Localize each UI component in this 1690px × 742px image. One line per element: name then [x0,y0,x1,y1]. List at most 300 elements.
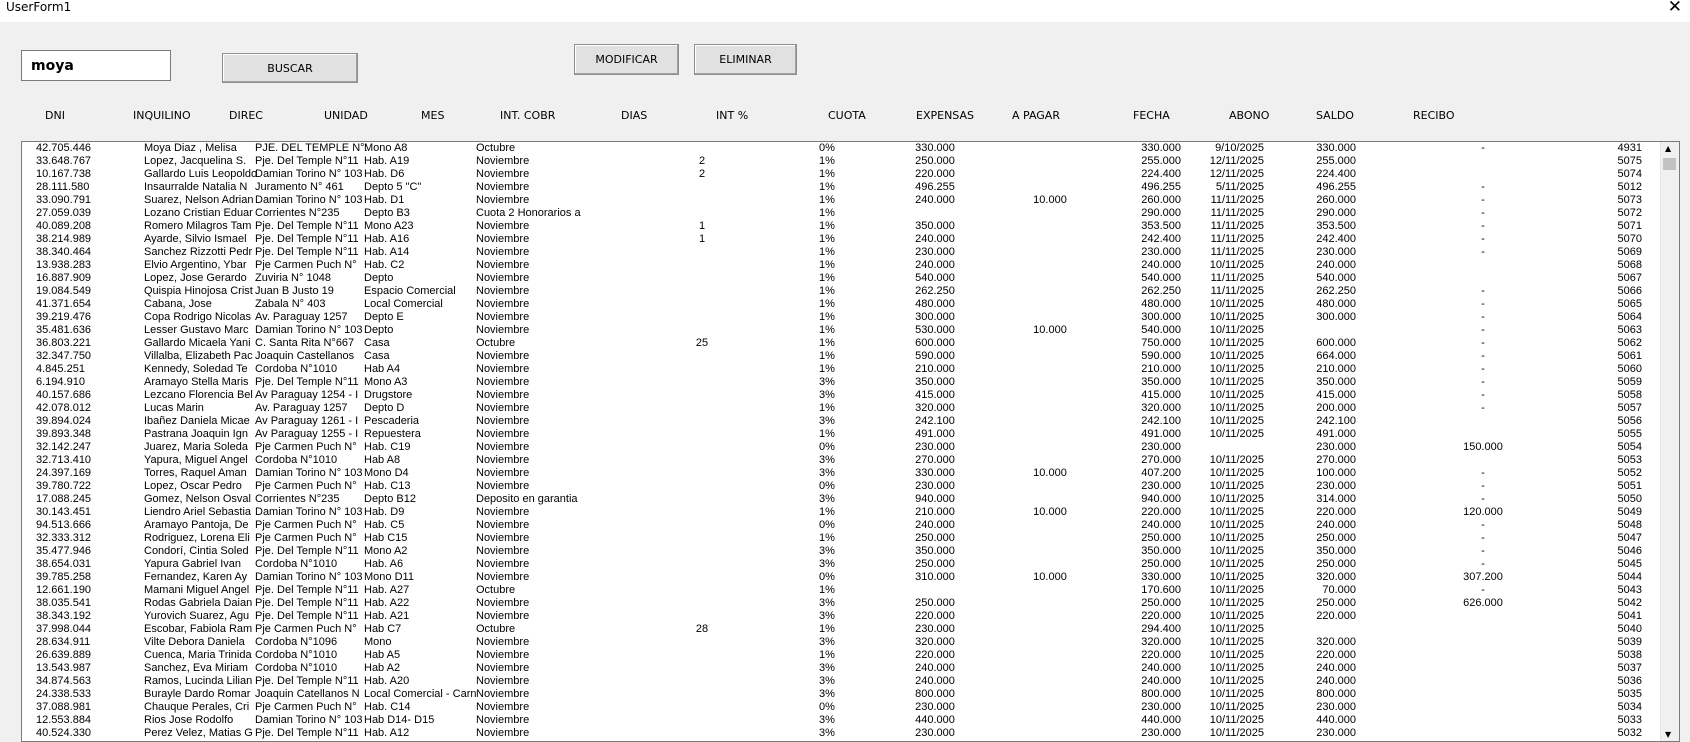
cell-int-pct: 0% [819,701,835,713]
cell-unidad: Casa [364,337,390,349]
cell-fecha: 5/11/2025 [1215,181,1264,193]
cell-abono: 70.000 [1322,584,1356,596]
cell-mes: Noviembre [476,454,530,466]
table-row[interactable] [22,454,1660,467]
table-row[interactable] [22,701,1660,714]
cell-recibo: 5038 [1617,649,1642,661]
cell-direc: Damian Torino N° 103 [255,506,363,518]
cell-inquilino: Kennedy, Soledad Te [144,363,248,375]
cell-fecha: 10/11/2025 [1209,714,1264,726]
search-button[interactable]: BUSCAR [222,53,358,83]
cell-a-pagar: 210.000 [1141,363,1181,375]
cell-recibo: 5070 [1617,233,1642,245]
cell-abono: 260.000 [1316,194,1356,206]
cell-cuota: 496.255 [915,181,955,193]
cell-saldo: - [1481,246,1485,258]
cell-abono: 600.000 [1316,337,1356,349]
table-row[interactable] [22,428,1660,441]
cell-dni: 32.347.750 [36,350,92,362]
table-row[interactable] [22,610,1660,623]
cell-cuota: 540.000 [915,272,955,284]
delete-button[interactable]: ELIMINAR [694,44,797,75]
cell-dni: 39.219.476 [36,311,92,323]
cell-abono: 270.000 [1316,454,1356,466]
cell-direc: Corrientes N°235 [255,493,340,505]
cell-inquilino: Juarez, Maria Soleda [144,441,248,453]
header-dni: DNI [45,109,65,122]
cell-cuota: 270.000 [915,454,955,466]
cell-inquilino: Yapura Gabriel Ivan [144,558,242,570]
cell-expensas: 10.000 [1033,324,1067,336]
cell-direc: Zabala N° 403 [255,298,326,310]
cell-fecha: 10/11/2025 [1209,324,1264,336]
cell-fecha: 10/11/2025 [1209,558,1264,570]
table-row[interactable] [22,714,1660,727]
cell-inquilino: Ibañez Daniela Micae [144,415,250,427]
table-row[interactable] [22,441,1660,454]
cell-a-pagar: 407.200 [1141,467,1181,479]
cell-a-pagar: 350.000 [1141,545,1181,557]
table-row[interactable] [22,376,1660,389]
cell-recibo: 5054 [1617,441,1642,453]
cell-mes: Cuota 2 Honorarios a [476,207,581,219]
table-row[interactable] [22,480,1660,493]
cell-abono: 230.000 [1316,246,1356,258]
cell-recibo: 5057 [1617,402,1642,414]
cell-dni: 28.634.911 [36,636,91,648]
table-row[interactable] [22,636,1660,649]
table-row[interactable] [22,363,1660,376]
table-row[interactable] [22,467,1660,480]
cell-dni: 12.553.884 [36,714,92,726]
cell-direc: Pje Carmen Puch N° [255,519,357,531]
table-row[interactable] [22,324,1660,337]
cell-abono: 240.000 [1316,662,1356,674]
cell-cuota: 250.000 [915,597,955,609]
cell-mes: Noviembre [476,727,530,739]
cell-recibo: 5075 [1617,155,1642,167]
cell-int-cobr: 28 [695,623,709,635]
cell-a-pagar: 480.000 [1141,298,1181,310]
cell-fecha: 10/11/2025 [1209,662,1264,674]
cell-saldo: - [1481,376,1485,388]
cell-int-pct: 1% [819,194,835,206]
cell-direc: Av Paraguay 1255 - I [255,428,359,440]
cell-unidad: Drugstore [364,389,413,401]
cell-dni: 24.338.533 [36,688,92,700]
cell-direc: Pje Carmen Puch N° [255,623,357,635]
cell-unidad: Hab. C2 [364,259,405,271]
cell-recibo: 5039 [1617,636,1642,648]
cell-a-pagar: 415.000 [1141,389,1181,401]
cell-cuota: 415.000 [915,389,955,401]
cell-int-pct: 1% [819,337,835,349]
table-row[interactable] [22,571,1660,584]
cell-mes: Octubre [476,623,516,635]
cell-cuota: 250.000 [915,532,955,544]
cell-unidad: Hab. A20 [364,675,410,687]
table-row[interactable] [22,220,1660,233]
cell-a-pagar: 240.000 [1141,259,1181,271]
cell-recibo: 5043 [1617,584,1642,596]
cell-mes: Noviembre [476,597,530,609]
cell-a-pagar: 242.400 [1141,233,1181,245]
cell-saldo: - [1481,311,1485,323]
cell-inquilino: Sanchez Rizzotti Pedr [144,246,253,258]
table-row[interactable] [22,311,1660,324]
cell-abono: 230.000 [1316,727,1356,739]
cell-a-pagar: 230.000 [1141,701,1181,713]
cell-int-pct: 1% [819,181,835,193]
cell-fecha: 11/11/2025 [1210,233,1264,245]
table-row[interactable] [22,688,1660,701]
cell-mes: Noviembre [476,376,530,388]
table-row[interactable] [22,402,1660,415]
cell-recibo: 5065 [1617,298,1642,310]
cell-abono: 262.250 [1316,285,1356,297]
cell-direc: Joaquin Catellanos N [255,688,360,700]
cell-inquilino: Lopez, Jacquelina S. [144,155,247,167]
cell-int-cobr: 1 [698,233,706,245]
cell-cuota: 230.000 [915,246,955,258]
cell-fecha: 11/11/2025 [1210,220,1264,232]
header-abono: ABONO [1229,109,1270,122]
cell-saldo: 626.000 [1463,597,1503,609]
table-row[interactable] [22,155,1660,168]
table-row[interactable] [22,558,1660,571]
cell-dni: 42.705.446 [36,142,92,154]
cell-cuota: 240.000 [915,675,955,687]
cell-int-pct: 3% [819,558,835,570]
cell-inquilino: Burayle Dardo Romar [144,688,251,700]
cell-direc: Pje. Del Temple N°11 [255,246,359,258]
cell-a-pagar: 270.000 [1141,454,1181,466]
cell-abono: 314.000 [1316,493,1356,505]
cell-dni: 4.845.251 [36,363,85,375]
cell-int-pct: 1% [819,298,835,310]
cell-int-pct: 1% [819,220,835,232]
cell-recibo: 5045 [1617,558,1642,570]
cell-inquilino: Liendro Ariel Sebastia [144,506,252,518]
cell-inquilino: Moya Diaz , Melisa [144,142,237,154]
header-cuota: CUOTA [828,109,866,122]
cell-cuota: 350.000 [915,545,955,557]
cell-direc: Av Paraguay 1261 - I [255,415,359,427]
cell-cuota: 220.000 [915,168,955,180]
cell-unidad: Hab. A21 [364,610,410,622]
cell-mes: Noviembre [476,558,530,570]
cell-abono: 300.000 [1316,311,1356,323]
cell-recibo: 5033 [1617,714,1642,726]
cell-saldo: - [1481,389,1485,401]
cell-inquilino: Aramayo Stella Maris [144,376,249,388]
cell-abono: 350.000 [1316,545,1356,557]
cell-a-pagar: 320.000 [1141,402,1181,414]
cell-fecha: 10/11/2025 [1209,428,1264,440]
scroll-down-icon[interactable]: ▼ [1665,730,1672,739]
cell-mes: Noviembre [476,272,530,284]
cell-unidad: Hab A2 [364,662,401,674]
cell-saldo: - [1481,298,1485,310]
cell-cuota: 262.250 [915,285,955,297]
cell-cuota: 590.000 [915,350,955,362]
table-row[interactable] [22,181,1660,194]
cell-a-pagar: 320.000 [1141,636,1181,648]
table-row[interactable] [22,415,1660,428]
table-row[interactable] [22,506,1660,519]
cell-direc: Pje Carmen Puch N° [255,441,357,453]
cell-mes: Noviembre [476,220,530,232]
cell-mes: Noviembre [476,662,530,674]
cell-unidad: Hab. C19 [364,441,411,453]
cell-a-pagar: 230.000 [1141,246,1181,258]
cell-mes: Noviembre [476,428,530,440]
cell-saldo: - [1481,142,1485,154]
cell-abono: 800.000 [1316,688,1356,700]
table-row[interactable] [22,662,1660,675]
table-row[interactable] [22,493,1660,506]
table-row[interactable] [22,675,1660,688]
table-row[interactable] [22,597,1660,610]
cell-a-pagar: 220.000 [1141,649,1181,661]
cell-abono: 330.000 [1316,142,1356,154]
cell-inquilino: Aramayo Pantoja, De [144,519,249,531]
cell-fecha: 11/11/2025 [1210,272,1264,284]
cell-saldo: - [1481,493,1485,505]
cell-int-pct: 3% [819,688,835,700]
cell-a-pagar: 230.000 [1141,727,1181,739]
cell-saldo: - [1481,350,1485,362]
cell-unidad: Depto D [364,402,405,414]
cell-saldo: - [1481,233,1485,245]
cell-int-pct: 3% [819,545,835,557]
cell-int-pct: 3% [819,415,835,427]
cell-fecha: 10/11/2025 [1209,493,1264,505]
close-icon[interactable]: ✕ [1667,0,1682,17]
cell-cuota: 480.000 [915,298,955,310]
cell-cuota: 240.000 [915,233,955,245]
cell-a-pagar: 440.000 [1141,714,1181,726]
cell-fecha: 10/11/2025 [1209,298,1264,310]
cell-unidad: Hab. A22 [364,597,410,609]
table-row[interactable] [22,649,1660,662]
cell-a-pagar: 220.000 [1141,506,1181,518]
cell-cuota: 230.000 [915,701,955,713]
table-row[interactable] [22,259,1660,272]
scroll-thumb[interactable] [1663,158,1676,170]
cell-inquilino: Cuenca, Maria Trinida [144,649,252,661]
cell-inquilino: Quispia Hinojosa Crist [144,285,253,297]
cell-cuota: 940.000 [915,493,955,505]
cell-abono: 242.100 [1316,415,1356,427]
cell-mes: Noviembre [476,298,530,310]
cell-dni: 39.893.348 [36,428,92,440]
cell-recibo: 5036 [1617,675,1642,687]
cell-dni: 33.090.791 [36,194,92,206]
cell-inquilino: Rodriguez, Lorena Eli [144,532,250,544]
cell-int-pct: 3% [819,675,835,687]
cell-int-pct: 1% [819,311,835,323]
cell-recibo: 5050 [1617,493,1642,505]
cell-a-pagar: 250.000 [1141,558,1181,570]
cell-unidad: Pescaderia [364,415,420,427]
cell-unidad: Hab. A14 [364,246,410,258]
table-row[interactable] [22,623,1660,636]
table-row[interactable] [22,350,1660,363]
cell-cuota: 210.000 [915,363,955,375]
vertical-scrollbar[interactable] [1660,142,1679,741]
cell-inquilino: Escobar, Fabiola Ram [144,623,253,635]
cell-a-pagar: 262.250 [1141,285,1181,297]
cell-fecha: 10/11/2025 [1209,415,1264,427]
cell-mes: Noviembre [476,519,530,531]
table-row[interactable] [22,519,1660,532]
cell-mes: Noviembre [476,246,530,258]
cell-unidad: Mono [364,636,392,648]
cell-unidad: Hab C7 [364,623,402,635]
cell-mes: Noviembre [476,506,530,518]
cell-recibo: 5056 [1617,415,1642,427]
cell-saldo: - [1481,584,1485,596]
cell-saldo: - [1481,324,1485,336]
cell-abono: 200.000 [1316,402,1356,414]
cell-cuota: 530.000 [915,324,955,336]
cell-dni: 30.143.451 [36,506,92,518]
cell-int-pct: 3% [819,467,835,479]
table-row[interactable] [22,272,1660,285]
cell-mes: Octubre [476,337,516,349]
table-row[interactable] [22,285,1660,298]
cell-direc: Cordoba N°1010 [255,454,338,466]
cell-mes: Noviembre [476,350,530,362]
cell-recibo: 5053 [1617,454,1642,466]
cell-abono: 220.000 [1316,649,1356,661]
cell-recibo: 5074 [1617,168,1642,180]
cell-recibo: 5069 [1617,246,1642,258]
table-row[interactable] [22,389,1660,402]
header-recibo: RECIBO [1413,109,1455,122]
cell-a-pagar: 800.000 [1141,688,1181,700]
cell-int-pct: 3% [819,727,835,739]
cell-cuota: 350.000 [915,376,955,388]
cell-mes: Deposito en garantia [476,493,578,505]
cell-inquilino: Romero Milagros Tam [144,220,252,232]
table-row[interactable] [22,298,1660,311]
cell-int-pct: 1% [819,168,835,180]
cell-a-pagar: 250.000 [1141,532,1181,544]
cell-cuota: 230.000 [915,480,955,492]
search-input[interactable] [21,50,171,81]
cell-unidad: Hab D14- D15 [364,714,435,726]
cell-dni: 37.088.981 [36,701,92,713]
cell-expensas: 10.000 [1033,506,1067,518]
cell-int-pct: 0% [819,519,835,531]
cell-a-pagar: 491.000 [1141,428,1181,440]
cell-direc: Av Paraguay 1254 - I [255,389,359,401]
cell-dni: 32.713.410 [36,454,92,466]
cell-cuota: 230.000 [915,623,955,635]
cell-int-cobr: 2 [698,168,706,180]
cell-mes: Noviembre [476,688,530,700]
cell-a-pagar: 224.400 [1141,168,1181,180]
table-row[interactable] [22,532,1660,545]
cell-mes: Noviembre [476,181,530,193]
records-listbox[interactable] [21,141,1680,742]
cell-recibo: 5073 [1617,194,1642,206]
cell-int-pct: 1% [819,285,835,297]
cell-mes: Noviembre [476,363,530,375]
modify-button[interactable]: MODIFICAR [574,44,679,75]
header-direc: DIREC [229,109,263,122]
cell-a-pagar: 240.000 [1141,519,1181,531]
cell-recibo: 5058 [1617,389,1642,401]
table-row[interactable] [22,142,1660,155]
table-row[interactable] [22,584,1660,597]
cell-direc: Cordoba N°1010 [255,649,338,661]
cell-recibo: 5061 [1617,350,1642,362]
table-row[interactable] [22,337,1660,350]
cell-dni: 38.340.464 [36,246,92,258]
table-row[interactable] [22,233,1660,246]
cell-cuota: 220.000 [915,649,955,661]
table-row[interactable] [22,727,1660,740]
cell-dni: 37.998.044 [36,623,92,635]
cell-int-pct: 1% [819,207,835,219]
header-unidad: UNIDAD [324,109,368,122]
table-row[interactable] [22,207,1660,220]
cell-cuota: 320.000 [915,636,955,648]
cell-direc: Damian Torino N° 103 [255,714,363,726]
cell-recibo: 4931 [1617,142,1642,154]
cell-fecha: 10/11/2025 [1209,480,1264,492]
cell-fecha: 10/11/2025 [1209,350,1264,362]
cell-recibo: 5071 [1617,220,1642,232]
cell-abono: 230.000 [1316,441,1356,453]
cell-int-pct: 3% [819,376,835,388]
cell-direc: Cordoba N°1010 [255,662,338,674]
cell-direc: Pje Carmen Puch N° [255,259,357,271]
window-title: UserForm1 [6,0,72,14]
cell-direc: Cordoba N°1096 [255,636,338,648]
cell-abono: 250.000 [1316,532,1356,544]
cell-dni: 6.194.910 [36,376,85,388]
table-row[interactable] [22,194,1660,207]
cell-abono: 664.000 [1316,350,1356,362]
cell-unidad: Hab A4 [364,363,401,375]
cell-direc: Pje. Del Temple N°11 [255,376,359,388]
cell-fecha: 10/11/2025 [1209,454,1264,466]
cell-fecha: 10/11/2025 [1209,584,1264,596]
table-row[interactable] [22,246,1660,259]
cell-cuota: 491.000 [915,428,955,440]
cell-fecha: 10/11/2025 [1209,467,1264,479]
cell-int-pct: 0% [819,571,835,583]
table-row[interactable] [22,168,1660,181]
cell-dni: 40.157.686 [36,389,92,401]
cell-fecha: 10/11/2025 [1209,311,1264,323]
cell-saldo: - [1481,363,1485,375]
cell-saldo: - [1481,467,1485,479]
cell-abono: 320.000 [1316,636,1356,648]
cell-unidad: Depto 5 "C" [364,181,422,193]
cell-unidad: Mono A2 [364,545,408,557]
cell-int-cobr: 25 [695,337,709,349]
table-row[interactable] [22,545,1660,558]
cell-int-pct: 1% [819,246,835,258]
cell-fecha: 10/11/2025 [1209,636,1264,648]
scroll-up-icon[interactable]: ▲ [1665,144,1672,153]
cell-fecha: 10/11/2025 [1209,376,1264,388]
